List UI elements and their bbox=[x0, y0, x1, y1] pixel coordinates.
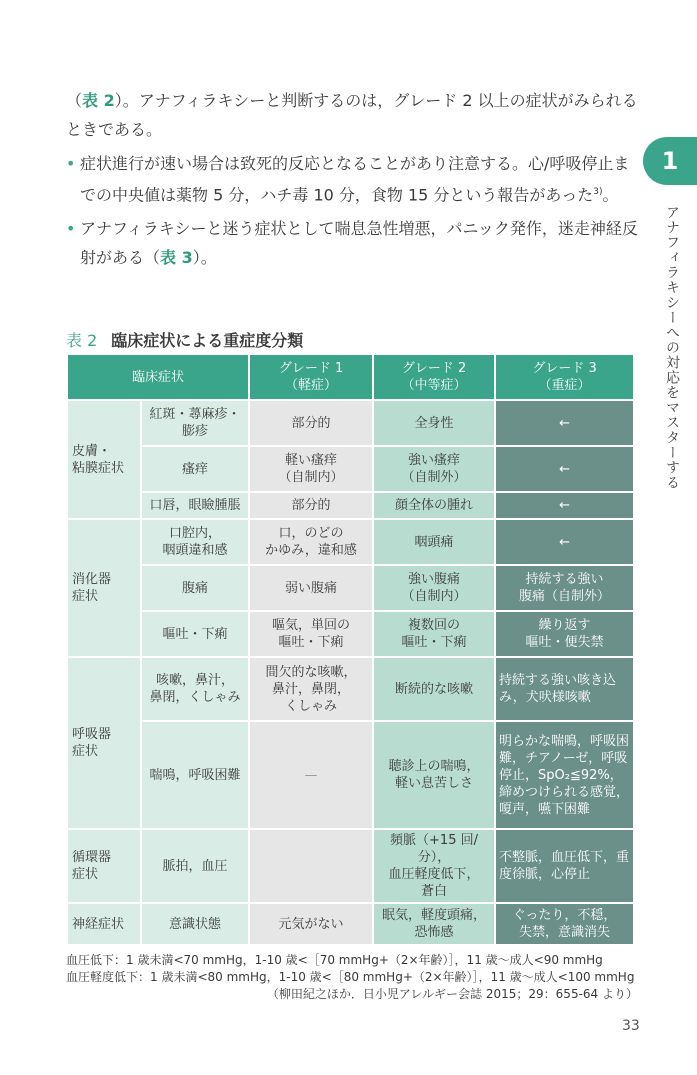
note-hypotension: 血圧低下：1 歳未満<70 mmHg，1-10 歳<［70 mmHg+（2×年齢）］，11 歳～成人<90 mmHg bbox=[66, 953, 603, 967]
paragraph-grade-judgement: （表 2）。アナフィラキシーと判断するのは，グレード 2 以上の症状がみられるときである。 bbox=[66, 91, 638, 139]
table-title: 表 2 臨床症状による重症度分類 bbox=[66, 331, 304, 350]
category-respiratory: 呼吸器 症状 bbox=[68, 658, 140, 828]
citation-ref[interactable]: 3) bbox=[593, 187, 603, 197]
table2-reference[interactable]: 表 2 bbox=[82, 91, 115, 110]
note-mild-hypotension: 血圧軽度低下：1 歳未満<80 mmHg，1-10 歳<［80 mmHg+（2×年齢）］，11 歳～成人<100 mmHg bbox=[66, 970, 635, 984]
bullet-icon: • bbox=[66, 154, 76, 173]
category-skin: 皮膚・ 粘膜症状 bbox=[68, 401, 140, 518]
table-row: 消化器 症状 口腔内， 咽頭違和感 口，のどの かゆみ，違和感 咽頭痛 ← bbox=[68, 520, 633, 564]
table-row: 喘鳴，呼吸困難 — 聴診上の喘鳴， 軽い息苦しさ 明らかな喘鳴，呼吸困難，チアノーゼ，呼吸停止，SpO₂≦92%，締めつけられる感覚，嗄声，嚥下困難 bbox=[68, 722, 633, 828]
bullet-differential: • アナフィラキシーと迷う症状として喘息急性増悪，パニック発作，迷走神経反射がある（表 3）。 bbox=[66, 214, 638, 272]
table-row: 循環器 症状 脈拍，血圧 頻脈（+15 回/分）， 血圧軽度低下， 蒼白 不整脈，血圧低下，重度徐脈，心停止 bbox=[68, 830, 633, 902]
category-digestive: 消化器 症状 bbox=[68, 520, 140, 656]
table-row: 嘔吐・下痢 嘔気，単回の 嘔吐・下痢 複数回の 嘔吐・下痢 繰り返す 嘔吐・便失禁 bbox=[68, 612, 633, 656]
table3-reference[interactable]: 表 3 bbox=[160, 248, 193, 267]
table-notes bbox=[66, 952, 638, 1003]
severity-table bbox=[66, 353, 635, 946]
category-circulatory: 循環器 症状 bbox=[68, 830, 140, 902]
table-row: 神経症状 意識状態 元気がない 眠気，軽度頭痛， 恐怖感 ぐったり，不穏， 失禁，意識消失 bbox=[68, 904, 633, 944]
note-source: （柳田紀之ほか．日小児アレルギー会誌 2015；29：655-64 より） bbox=[266, 987, 638, 1001]
category-neuro: 神経症状 bbox=[68, 904, 140, 944]
table-row: 口唇，眼瞼腫脹 部分的 顔全体の腫れ ← bbox=[68, 493, 633, 518]
table-row: 腹痛 弱い腹痛 強い腹痛 （自制内） 持続する強い 腹痛（自制外） bbox=[68, 566, 633, 610]
header-grade1: グレード 1 （軽症） bbox=[250, 355, 372, 399]
table-header-row bbox=[68, 355, 633, 399]
header-symptom: 臨床症状 bbox=[68, 355, 248, 399]
bullet-icon: • bbox=[66, 219, 76, 238]
table-row: 皮膚・ 粘膜症状 紅斑・蕁麻疹・ 膨疹 部分的 全身性 ← bbox=[68, 401, 633, 445]
header-grade2: グレード 2 （中等症） bbox=[374, 355, 494, 399]
header-grade3: グレード 3 （重症） bbox=[496, 355, 633, 399]
bullet-rapid-progression: • 症状進行が速い場合は致死的反応となることがあり注意する。心/呼吸停止までの中央値は薬物 5 分，ハチ毒 10 分，食物 15 分という報告があった$^{3)}$。 bbox=[66, 149, 638, 209]
table-row: 瘙痒 軽い瘙痒 （自制内） 強い瘙痒 （自制外） ← bbox=[68, 447, 633, 491]
chapter-tab: 1 bbox=[643, 137, 697, 185]
chapter-side-title: アナフィラキシーへの対応をマスターする bbox=[664, 205, 680, 490]
page-number: 33 bbox=[622, 1018, 640, 1034]
table-label: 表 2 bbox=[66, 331, 98, 350]
table-row: 呼吸器 症状 咳嗽，鼻汁， 鼻閉，くしゃみ 間欠的な咳嗽， 鼻汁，鼻閉， くしゃみ 断続的な咳嗽 持続する強い咳き込み，犬吠様咳嗽 bbox=[68, 658, 633, 720]
